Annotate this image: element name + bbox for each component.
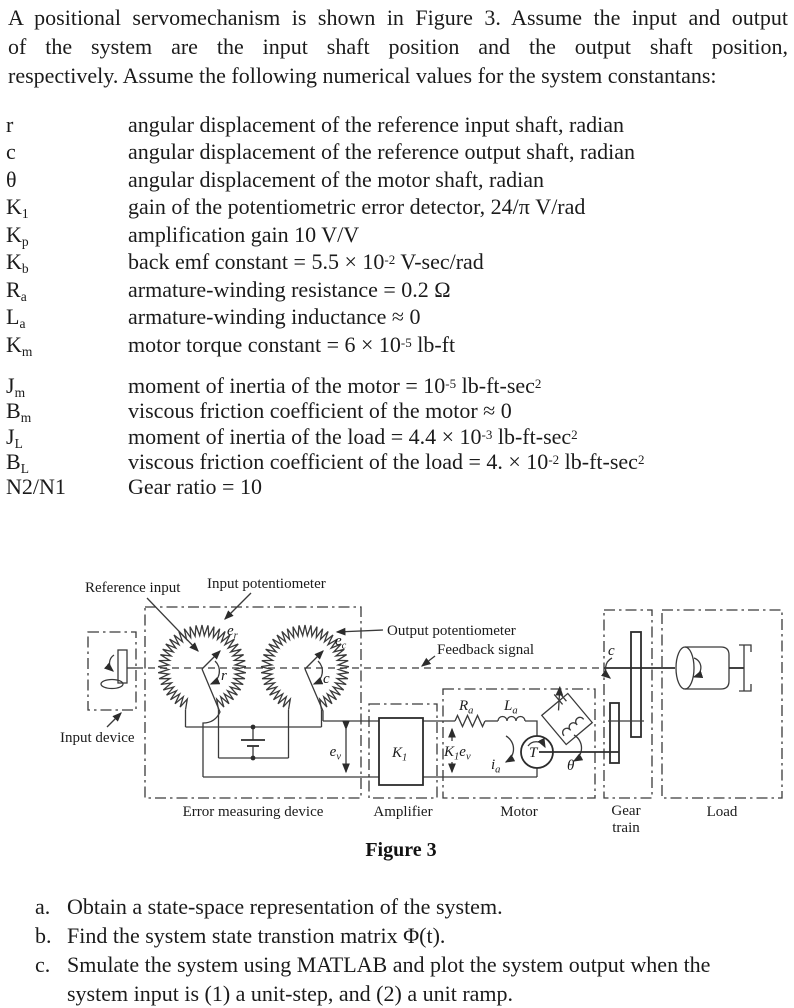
output-pot-wiper — [305, 651, 323, 669]
question-item — [35, 892, 782, 921]
theta-label: θ — [567, 758, 575, 774]
ia-label: $i_a$ — [491, 757, 501, 776]
constant-row — [6, 138, 635, 165]
constant-symbol: $K_1$ — [6, 194, 29, 222]
er-label: $e_r$ — [227, 623, 238, 642]
constant-description: moment of inertia of the motor = $10^{-5}$ $lb-ft-\sec^2$ — [128, 373, 542, 398]
k1-label: $K_1$ — [392, 745, 408, 764]
question-line: Smulate the system using MATLAB and plot the system output when the — [67, 952, 711, 977]
amplifier-label: Amplifier — [373, 804, 433, 820]
constant-symbol: $L_a$ — [6, 304, 26, 332]
constant-symbol: N2/N1 — [6, 474, 66, 500]
constant-row — [6, 474, 644, 499]
constant-row — [6, 331, 635, 358]
constant-symbol: c — [6, 139, 16, 165]
input-device-handle — [101, 650, 136, 689]
gear-train-label-line1: Gear — [611, 803, 641, 819]
constant-symbol: $K_p$ — [6, 221, 29, 249]
constant-symbol: $B_L$ — [6, 448, 29, 476]
la-label: $L_a$ — [504, 698, 518, 717]
feedback-signal-label: Feedback signal — [437, 642, 535, 658]
gear-train-label-line2: train — [612, 820, 640, 836]
constant-symbol: $K_m$ — [6, 331, 33, 359]
question-item — [35, 950, 782, 1008]
constant-row — [6, 166, 635, 193]
feedback-signal-arrow — [422, 656, 435, 666]
constant-symbol: $B_m$ — [6, 398, 32, 426]
error-measuring-device-label: Error measuring device — [182, 804, 324, 820]
question-label: a. — [35, 894, 51, 919]
constants-list-group2 — [6, 373, 644, 499]
load-rotation-arc — [694, 658, 701, 677]
constant-symbol: $K_b$ — [6, 249, 29, 277]
k1ev-label: $K_1e_v$ — [444, 744, 471, 763]
r-angle-arc — [211, 661, 219, 684]
question-line: system input is (1) a unit-step, and (2) a unit ramp. — [67, 981, 514, 1006]
figure-3-diagram — [55, 565, 790, 877]
constant-row — [6, 424, 644, 449]
output-potentiometer-label: Output potentiometer — [387, 623, 516, 639]
load-label: Load — [706, 804, 738, 820]
constant-description: motor torque constant = $6 \times 10^{-5}$ lb-ft — [128, 331, 456, 357]
ia-current-arc — [506, 736, 514, 762]
constant-description: angular displacement of the motor shaft, radian — [128, 166, 545, 192]
input-pot-wiper — [202, 651, 220, 669]
c-shaft-label: c — [608, 643, 615, 659]
input-wiper-lead — [202, 669, 220, 777]
intro-line: of the system are the input shaft position and the output shaft position, — [8, 34, 788, 59]
constant-description: Gear ratio = 10 — [128, 474, 262, 500]
input-device-box — [88, 632, 136, 710]
constant-description: gain of the potentiometric error detector, 24/π V/rad — [128, 194, 586, 220]
question-label: b. — [35, 923, 52, 948]
constant-row — [6, 111, 635, 138]
constant-row — [6, 303, 635, 330]
input-device-arrow — [107, 713, 121, 727]
motor-label: Motor — [500, 804, 538, 820]
constant-row — [6, 276, 635, 303]
output-wiper-lead — [305, 669, 323, 721]
question-line: Obtain a state-space representation of the system. — [67, 894, 503, 919]
constants-list-group1 — [6, 111, 635, 358]
ec-label: $e_c$ — [335, 633, 347, 652]
load-box — [662, 610, 782, 798]
field-winding — [535, 686, 592, 745]
constant-description: angular displacement of the reference output shaft, radian — [128, 139, 635, 165]
gear-small — [610, 703, 619, 763]
question-line: Find the system state transtion matrix Φ(t). — [67, 923, 446, 948]
intro-line: respectively. Assume the following numerical values for the system constantans: — [8, 63, 717, 88]
constant-symbol: $R_a$ — [6, 276, 27, 304]
load-assembly — [676, 645, 751, 691]
battery — [241, 725, 265, 761]
constant-description: amplification gain 10 V/V — [128, 221, 360, 247]
constant-row — [6, 193, 635, 220]
constant-row — [6, 248, 635, 275]
constant-symbol: $J_m$ — [6, 373, 26, 400]
constant-description: viscous friction coefficient of the motor ≈ 0 — [128, 398, 512, 424]
input-potentiometer-label: Input potentiometer — [207, 576, 326, 592]
constant-description: moment of inertia of the load = $4.4 \times 10^{-3}$ $lb-ft-\sec^2$ — [128, 423, 578, 449]
intro-line: A positional servomechanism is shown in Figure 3. Assume the input and output — [8, 5, 788, 30]
constant-symbol: θ — [6, 166, 17, 192]
question-label: c. — [35, 952, 51, 977]
input-device-label: Input device — [60, 730, 135, 746]
input-potentiometer-arrow — [225, 593, 251, 619]
c-angle-arc — [314, 661, 322, 684]
constant-symbol: $J_L$ — [6, 423, 23, 451]
output-potentiometer-leader — [337, 630, 383, 632]
constant-row — [6, 221, 635, 248]
constant-description: armature-winding inductance ≈ 0 — [128, 304, 421, 330]
constant-description: angular displacement of the reference input shaft, radian — [128, 112, 624, 137]
questions-list — [35, 892, 782, 1008]
constant-description: viscous friction coefficient of the load = 4. × $10^{-2}$ $lb-ft-\sec^2$ — [128, 448, 645, 474]
constant-description: back emf constant = $5.5 \times 10^{-2}$ V-sec/rad — [128, 249, 484, 275]
constant-description: armature-winding resistance = 0.2 Ω — [128, 276, 451, 302]
c-angle-label: c — [323, 671, 330, 687]
constant-row — [6, 373, 644, 398]
ra-resistor — [455, 716, 485, 727]
constant-row — [6, 398, 644, 426]
torque-label: T — [529, 745, 538, 761]
r-angle-label: r — [221, 668, 227, 684]
error-measuring-device — [158, 625, 349, 777]
question-item — [35, 921, 782, 950]
figure-caption: Figure 3 — [365, 839, 437, 861]
constant-row — [6, 449, 644, 474]
la-inductor — [498, 717, 525, 722]
ev-label: $e_v$ — [329, 744, 341, 763]
intro-paragraph — [8, 3, 788, 90]
ra-label: $R_a$ — [459, 698, 474, 717]
constant-symbol: r — [6, 112, 14, 137]
theta-rotation-arc — [574, 735, 582, 761]
reference-input-label: Reference input — [85, 580, 181, 596]
